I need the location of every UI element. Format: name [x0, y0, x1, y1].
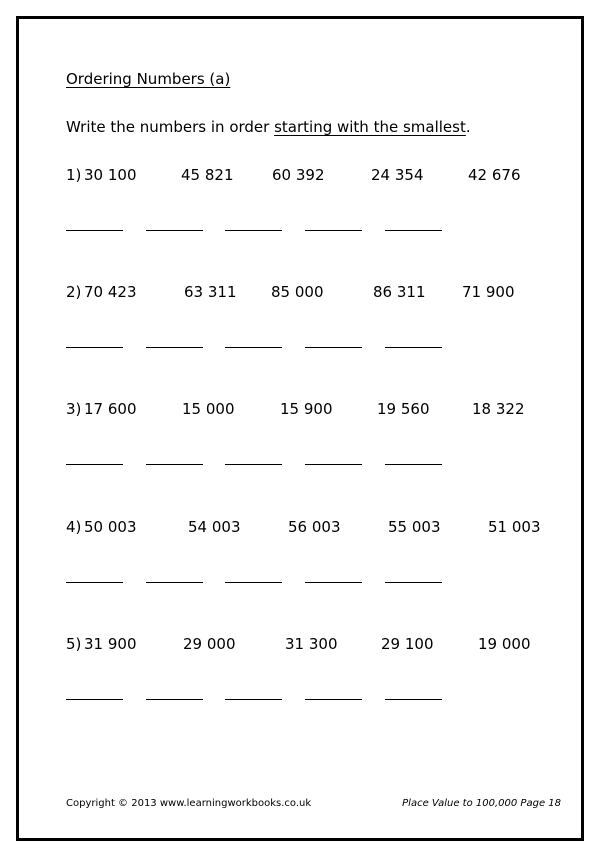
question-4-number-3: 56 003: [288, 518, 341, 536]
answer-blank[interactable]: [225, 230, 282, 231]
question-1-number-4: 24 354: [371, 166, 424, 184]
answer-blank[interactable]: [146, 347, 203, 348]
worksheet-title: Ordering Numbers (a): [66, 70, 231, 88]
answer-blank[interactable]: [385, 582, 442, 583]
question-2-label: 2): [66, 283, 82, 301]
question-3-number-1: 17 600: [84, 400, 137, 418]
question-5-number-5: 19 000: [478, 635, 531, 653]
question-4-number-4: 55 003: [388, 518, 441, 536]
answer-blank[interactable]: [146, 699, 203, 700]
question-4-number-1: 50 003: [84, 518, 137, 536]
answer-blank[interactable]: [146, 582, 203, 583]
question-2-number-4: 86 311: [373, 283, 426, 301]
question-3-number-2: 15 000: [182, 400, 235, 418]
copyright-text: Copyright © 2013 www.learningworkbooks.co.uk: [66, 798, 312, 809]
question-1-number-1: 30 100: [84, 166, 137, 184]
question-4-number-5: 51 003: [488, 518, 541, 536]
answer-blank[interactable]: [66, 347, 123, 348]
answer-blank[interactable]: [305, 699, 362, 700]
instruction-text: [66, 118, 471, 136]
answer-blank[interactable]: [385, 230, 442, 231]
page-border: [16, 16, 584, 841]
answer-blank[interactable]: [225, 464, 282, 465]
question-3-number-4: 19 560: [377, 400, 430, 418]
instruction-prefix: Write the numbers in order: [66, 118, 275, 136]
question-2-number-5: 71 900: [462, 283, 515, 301]
question-2-number-3: 85 000: [271, 283, 324, 301]
question-3-label: 3): [66, 400, 82, 418]
answer-blank[interactable]: [146, 230, 203, 231]
question-1-number-3: 60 392: [272, 166, 325, 184]
question-5-number-4: 29 100: [381, 635, 434, 653]
question-1-number-2: 45 821: [181, 166, 234, 184]
answer-blank[interactable]: [225, 582, 282, 583]
answer-blank[interactable]: [225, 347, 282, 348]
answer-blank[interactable]: [146, 464, 203, 465]
answer-blank[interactable]: [305, 230, 362, 231]
answer-blank[interactable]: [385, 347, 442, 348]
answer-blank[interactable]: [66, 699, 123, 700]
question-5-number-3: 31 300: [285, 635, 338, 653]
question-2-number-2: 63 311: [184, 283, 237, 301]
question-3-number-5: 18 322: [472, 400, 525, 418]
page-number: Place Value to 100,000 Page 18: [402, 798, 561, 809]
answer-blank[interactable]: [66, 582, 123, 583]
answer-blank[interactable]: [66, 230, 123, 231]
question-5-number-1: 31 900: [84, 635, 137, 653]
question-2-number-1: 70 423: [84, 283, 137, 301]
answer-blank[interactable]: [385, 699, 442, 700]
question-1-label: 1): [66, 166, 82, 184]
question-4-label: 4): [66, 518, 82, 536]
answer-blank[interactable]: [385, 464, 442, 465]
instruction-emphasis: starting with the smallest: [274, 118, 466, 136]
question-4-number-2: 54 003: [188, 518, 241, 536]
question-3-number-3: 15 900: [280, 400, 333, 418]
instruction-suffix: .: [465, 118, 471, 136]
question-5-number-2: 29 000: [183, 635, 236, 653]
answer-blank[interactable]: [66, 464, 123, 465]
answer-blank[interactable]: [305, 582, 362, 583]
answer-blank[interactable]: [305, 464, 362, 465]
question-5-label: 5): [66, 635, 82, 653]
answer-blank[interactable]: [305, 347, 362, 348]
answer-blank[interactable]: [225, 699, 282, 700]
question-1-number-5: 42 676: [468, 166, 521, 184]
